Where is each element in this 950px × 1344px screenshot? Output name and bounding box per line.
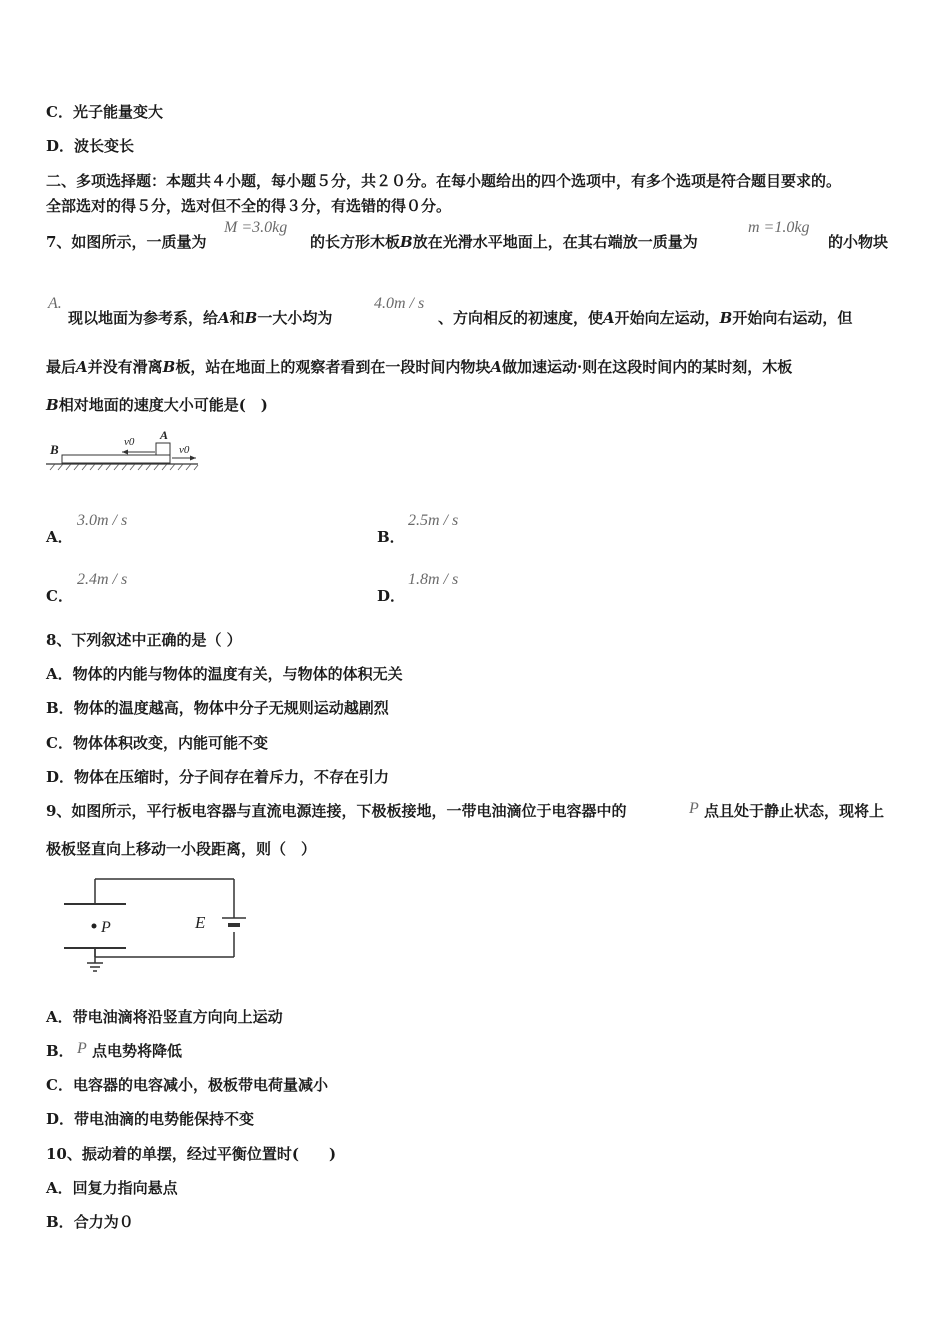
option-label: C． [46, 103, 73, 121]
ground-symbol [87, 963, 103, 971]
option-label: C． [46, 734, 73, 752]
arrow-left-head [122, 450, 128, 455]
q7-stem-line2b [438, 308, 852, 328]
q7-option-b-value: 2.5m / s [408, 512, 459, 529]
q7-var-A: A [490, 358, 503, 376]
q7-option-a-value: 3.0m / s [77, 512, 128, 529]
q7-text: 开始向左运动， [614, 309, 720, 327]
figure-label-A: A [160, 428, 169, 442]
q8-option-d [46, 767, 389, 787]
q7-text: 相对地面的速度大小可能是( ) [58, 396, 268, 414]
q7-var-B: B [46, 396, 59, 414]
oil-drop-dot [92, 924, 97, 929]
q7-option-d-label: D． [377, 587, 406, 605]
q7-board-block-figure [46, 426, 206, 474]
q9-option-d [46, 1109, 254, 1129]
ground-hatch [50, 464, 198, 470]
option-label: D． [46, 137, 75, 155]
figure-label-E: E [195, 913, 206, 932]
q7-mass-m: m =1.0kg [748, 219, 810, 236]
q8-option-c [46, 733, 268, 753]
q7-text: 的长方形木板 [310, 233, 401, 251]
q9-stem-line1b: 点且处于静止状态，现将上 [704, 802, 885, 820]
q7-option-c-value: 2.4m / s [77, 571, 128, 588]
q7-var-A-math: A. [48, 295, 62, 312]
q8-option-a [46, 664, 403, 684]
figure-label-B: B [50, 442, 59, 457]
q7-stem-line1 [46, 232, 206, 252]
q7-stem-line1c: 的小物块 [828, 233, 889, 251]
option-label: D． [46, 1110, 75, 1128]
option-label: A． [46, 1179, 73, 1197]
q7-stem-line2 [68, 308, 332, 328]
q7-text: 开始向右运动，但 [732, 309, 853, 327]
q10-stem: 10、振动着的单摆，经过平衡位置时( ) [46, 1145, 337, 1163]
q7-stem-line4 [46, 395, 268, 415]
q7-var-B: B [719, 309, 733, 327]
option-label: B． [46, 699, 74, 717]
q7-var-B: B [162, 358, 176, 376]
q7-text: 最后 [46, 358, 77, 376]
q7-stem-line3 [46, 357, 792, 377]
q9-stem-line1: 9、如图所示，平行板电容器与直流电源连接，下极板接地，一带电油滴位于电容器中的 [46, 802, 627, 820]
option-label: C． [46, 1076, 73, 1094]
figure-label-v0-right: v0 [179, 444, 190, 456]
q7-text: 现以地面为参考系，给 [68, 309, 219, 327]
q7-option-b-label: B． [377, 528, 405, 546]
q6-option-d [46, 136, 134, 156]
option-label: D． [46, 768, 75, 786]
q7-text: 7、如图所示，一质量为 [46, 233, 207, 251]
arrow-right-head [190, 456, 196, 461]
q7-text: 做加速运动·则在这段时间内的某时刻，木板 [502, 358, 793, 376]
q6-option-c [46, 102, 163, 122]
q9-option-b-text: 点电势将降低 [92, 1042, 183, 1060]
option-text: 带电油滴将沿竖直方向向上运动 [72, 1008, 283, 1026]
circuit-wires [95, 879, 234, 963]
q7-text: 板，站在地面上的观察者看到在一段时间内物块 [175, 358, 491, 376]
q9-var-P: P [689, 800, 699, 817]
option-text: 物体在压缩时，分子间存在着斥力，不存在引力 [74, 768, 390, 786]
q7-stem-line1b [310, 232, 698, 252]
q7-text: 并没有滑离 [87, 358, 163, 376]
option-text: 物体的温度越高，物体中分子无规则运动越剧烈 [73, 699, 389, 717]
q7-var-A: A [76, 358, 88, 376]
q9-option-c [46, 1075, 328, 1095]
option-text: 带电油滴的电势能保持不变 [74, 1110, 255, 1128]
option-label: B． [46, 1213, 74, 1231]
q7-var-B: B [400, 233, 413, 251]
section-header-line1: 二、多项选择题：本题共４小题，每小题５分，共２０分。在每小题给出的四个选项中，有多个选项是符合题目要求的。 [46, 172, 842, 190]
option-text: 物体的内能与物体的温度有关，与物体的体积无关 [72, 665, 403, 683]
q9-option-a [46, 1007, 283, 1027]
q9-capacitor-circuit-figure [58, 874, 258, 980]
figure-label-v0-left: v0 [124, 436, 135, 448]
q10-option-b [46, 1212, 134, 1232]
q8-option-b [46, 698, 389, 718]
q7-text: 一大小均为 [257, 309, 333, 327]
option-text: 物体体积改变，内能可能不变 [72, 734, 268, 752]
q7-var-B: B [244, 309, 258, 327]
q7-text: 、方向相反的初速度，使 [438, 309, 604, 327]
q9-option-b-label: B． [46, 1042, 74, 1060]
option-label: A． [46, 665, 73, 683]
section-header-line2: 全部选对的得５分，选对但不全的得３分，有选错的得０分。 [46, 197, 452, 215]
q7-text: 放在光滑水平地面上，在其右端放一质量为 [412, 233, 698, 251]
figure-label-P: P [101, 919, 111, 936]
block-rect [156, 443, 170, 455]
q9-stem-line2: 极板竖直向上移动一小段距离，则（ ） [46, 840, 317, 858]
q7-option-a-label: A． [46, 528, 73, 546]
option-label: A． [46, 1008, 73, 1026]
option-text: 回复力指向悬点 [72, 1179, 178, 1197]
q7-option-d-value: 1.8m / s [408, 571, 459, 588]
q7-var-A: A [218, 309, 230, 327]
option-text: 合力为０ [73, 1213, 134, 1231]
q7-initial-velocity: 4.0m / s [374, 295, 425, 312]
q7-text: 和 [229, 309, 245, 327]
q8-stem: 8、下列叙述中正确的是（ ） [46, 631, 242, 649]
option-text: 光子能量变大 [72, 103, 163, 121]
q7-mass-M: M =3.0kg [224, 219, 288, 236]
board-rect [62, 455, 170, 463]
q7-var-A: A [603, 309, 615, 327]
option-text: 波长变长 [74, 137, 135, 155]
q9-option-b-var-P: P [77, 1040, 87, 1057]
q10-option-a [46, 1178, 178, 1198]
q7-option-c-label: C． [46, 587, 73, 605]
option-text: 电容器的电容减小，极板带电荷量减小 [72, 1076, 328, 1094]
